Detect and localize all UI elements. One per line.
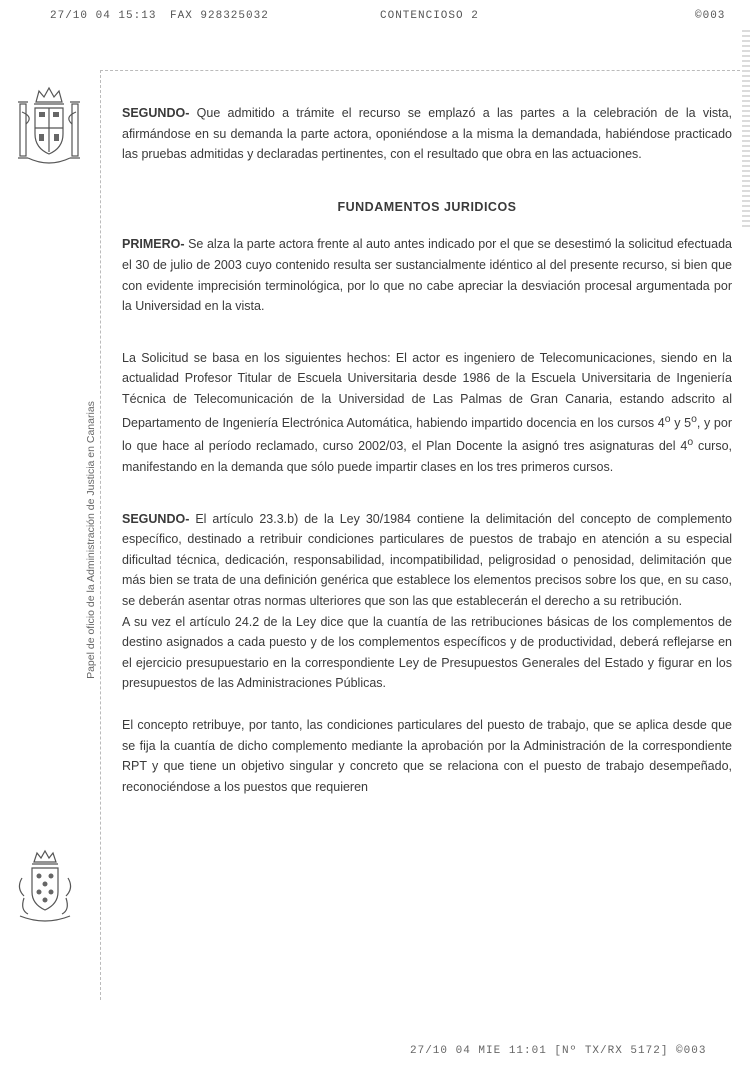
paragraph-segundo-fundamentos: [122, 509, 732, 612]
margin-border: [100, 70, 101, 1000]
superscript: o: [687, 437, 694, 449]
official-paper-note: Papel de oficio de la Administración de Justicia en Canarias: [85, 401, 97, 679]
paragraph-text: El artículo 23.3.b) de la Ley 30/1984 contiene la delimitación del concepto de complemento específico, destinado a retribuir condiciones particulares de puestos de trabajo en atención a su especial dificultad técnica, dedicación, responsabilidad, incompatibilidad, peligrosidad o penosidad, delimitación que más bien se trata de una definición genérica que establece los elementos precisos sobre los que, en su caso, se deberán asentar otras normas ulteriores que son las que establecerán el derecho a su retribución.: [122, 511, 732, 608]
top-border: [100, 70, 740, 71]
fax-header: [50, 10, 730, 26]
paragraph-lead: SEGUNDO-: [122, 511, 190, 526]
fax-footer: 27/10 04 MIE 11:01 [Nº TX/RX 5172] ©003: [410, 1045, 707, 1057]
fax-page-number: ©003: [695, 10, 726, 22]
paragraph-primero: [122, 234, 732, 316]
paragraph-lead: PRIMERO-: [122, 237, 185, 252]
fax-edge-strip: [742, 30, 750, 230]
paragraph-lead: SEGUNDO-: [122, 106, 190, 120]
paragraph-text: curso, manifestando en la demanda que sólo puede impartir clases en los tres primeros cursos.: [122, 439, 733, 475]
fax-datetime: 27/10 04 15:13: [50, 10, 157, 22]
fax-number: FAX 928325032: [170, 10, 269, 22]
document-body: [122, 103, 732, 797]
fax-office: CONTENCIOSO 2: [380, 10, 479, 22]
canarias-coat-of-arms-icon: [12, 848, 78, 928]
paragraph-segundo-antecedentes: [122, 103, 732, 165]
paragraph-text: La Solicitud se basa en los siguientes hechos: El actor es ingeniero de Telecomunicaciones, siendo en la actualidad Profesor Titular de Escuela Universitaria desde 1986 de la Escuela Universitaria de Ingeniería Técnica de Telecomunicación de la Universidad de Las Palmas de Gran Canaria, estando adscrito al Departamento de Ingeniería Electrónica Automática, habiendo impartido docencia en los cursos 4: [122, 350, 732, 430]
superscript: o: [691, 413, 697, 425]
superscript: o: [664, 413, 671, 425]
paragraph-text: y 5: [670, 415, 692, 430]
spain-coat-of-arms-icon: [14, 82, 84, 172]
paragraph-concepto: El concepto retribuye, por tanto, las condiciones particulares del puesto de trabajo, que se aplica desde que se fija la cuantía de dicho complemento mediante la aprobación por la Administración de la correspondiente RPT y que tiene un objetivo singular y concreto que se relaciona con el puesto de trabajo desempeñado, reconociéndose a los puestos que requieren: [122, 717, 732, 794]
paragraph-text: Se alza la parte actora frente al auto antes indicado por el que se desestimó la solicitud efectuada el 30 de julio de 2003 cuyo contenido resulta ser sustancialmente idéntico al del presente recurso, si bien que con evidente imprecisión terminológica, por lo que no cabe apreciar la desviación procesal argumentada por la Universidad en la vista.: [122, 237, 732, 314]
section-heading: FUNDAMENTOS JURIDICOS: [337, 199, 517, 214]
paragraph-articulo-24: A su vez el artículo 24.2 de la Ley dice que la cuantía de las retribuciones básicas de los complementos de destino asignados a cada puesto y de los complementos específicos y de productividad, deberá reflejarse en el ejercicio presupuestario en la correspondiente Ley de Presupuestos Generales del Estado y figurar en los presupuestos de las Administraciones Públicas.: [122, 614, 732, 691]
paragraph-text: , y por lo que hace al período reclamado, curso 2002/03, el Plan Docente la asignó tres asignaturas del 4: [122, 415, 732, 454]
paragraph-solicitud: [122, 348, 732, 478]
paragraph-text: Que admitido a trámite el recurso se emplazó a las partes a la celebración de la vista, afirmándose en su demanda la parte actora, oponiéndose a la misma la demandada, habiéndose practicado las pruebas admitidas y declaradas pertinentes, con el resultado que obra en las actuaciones.: [122, 106, 732, 162]
